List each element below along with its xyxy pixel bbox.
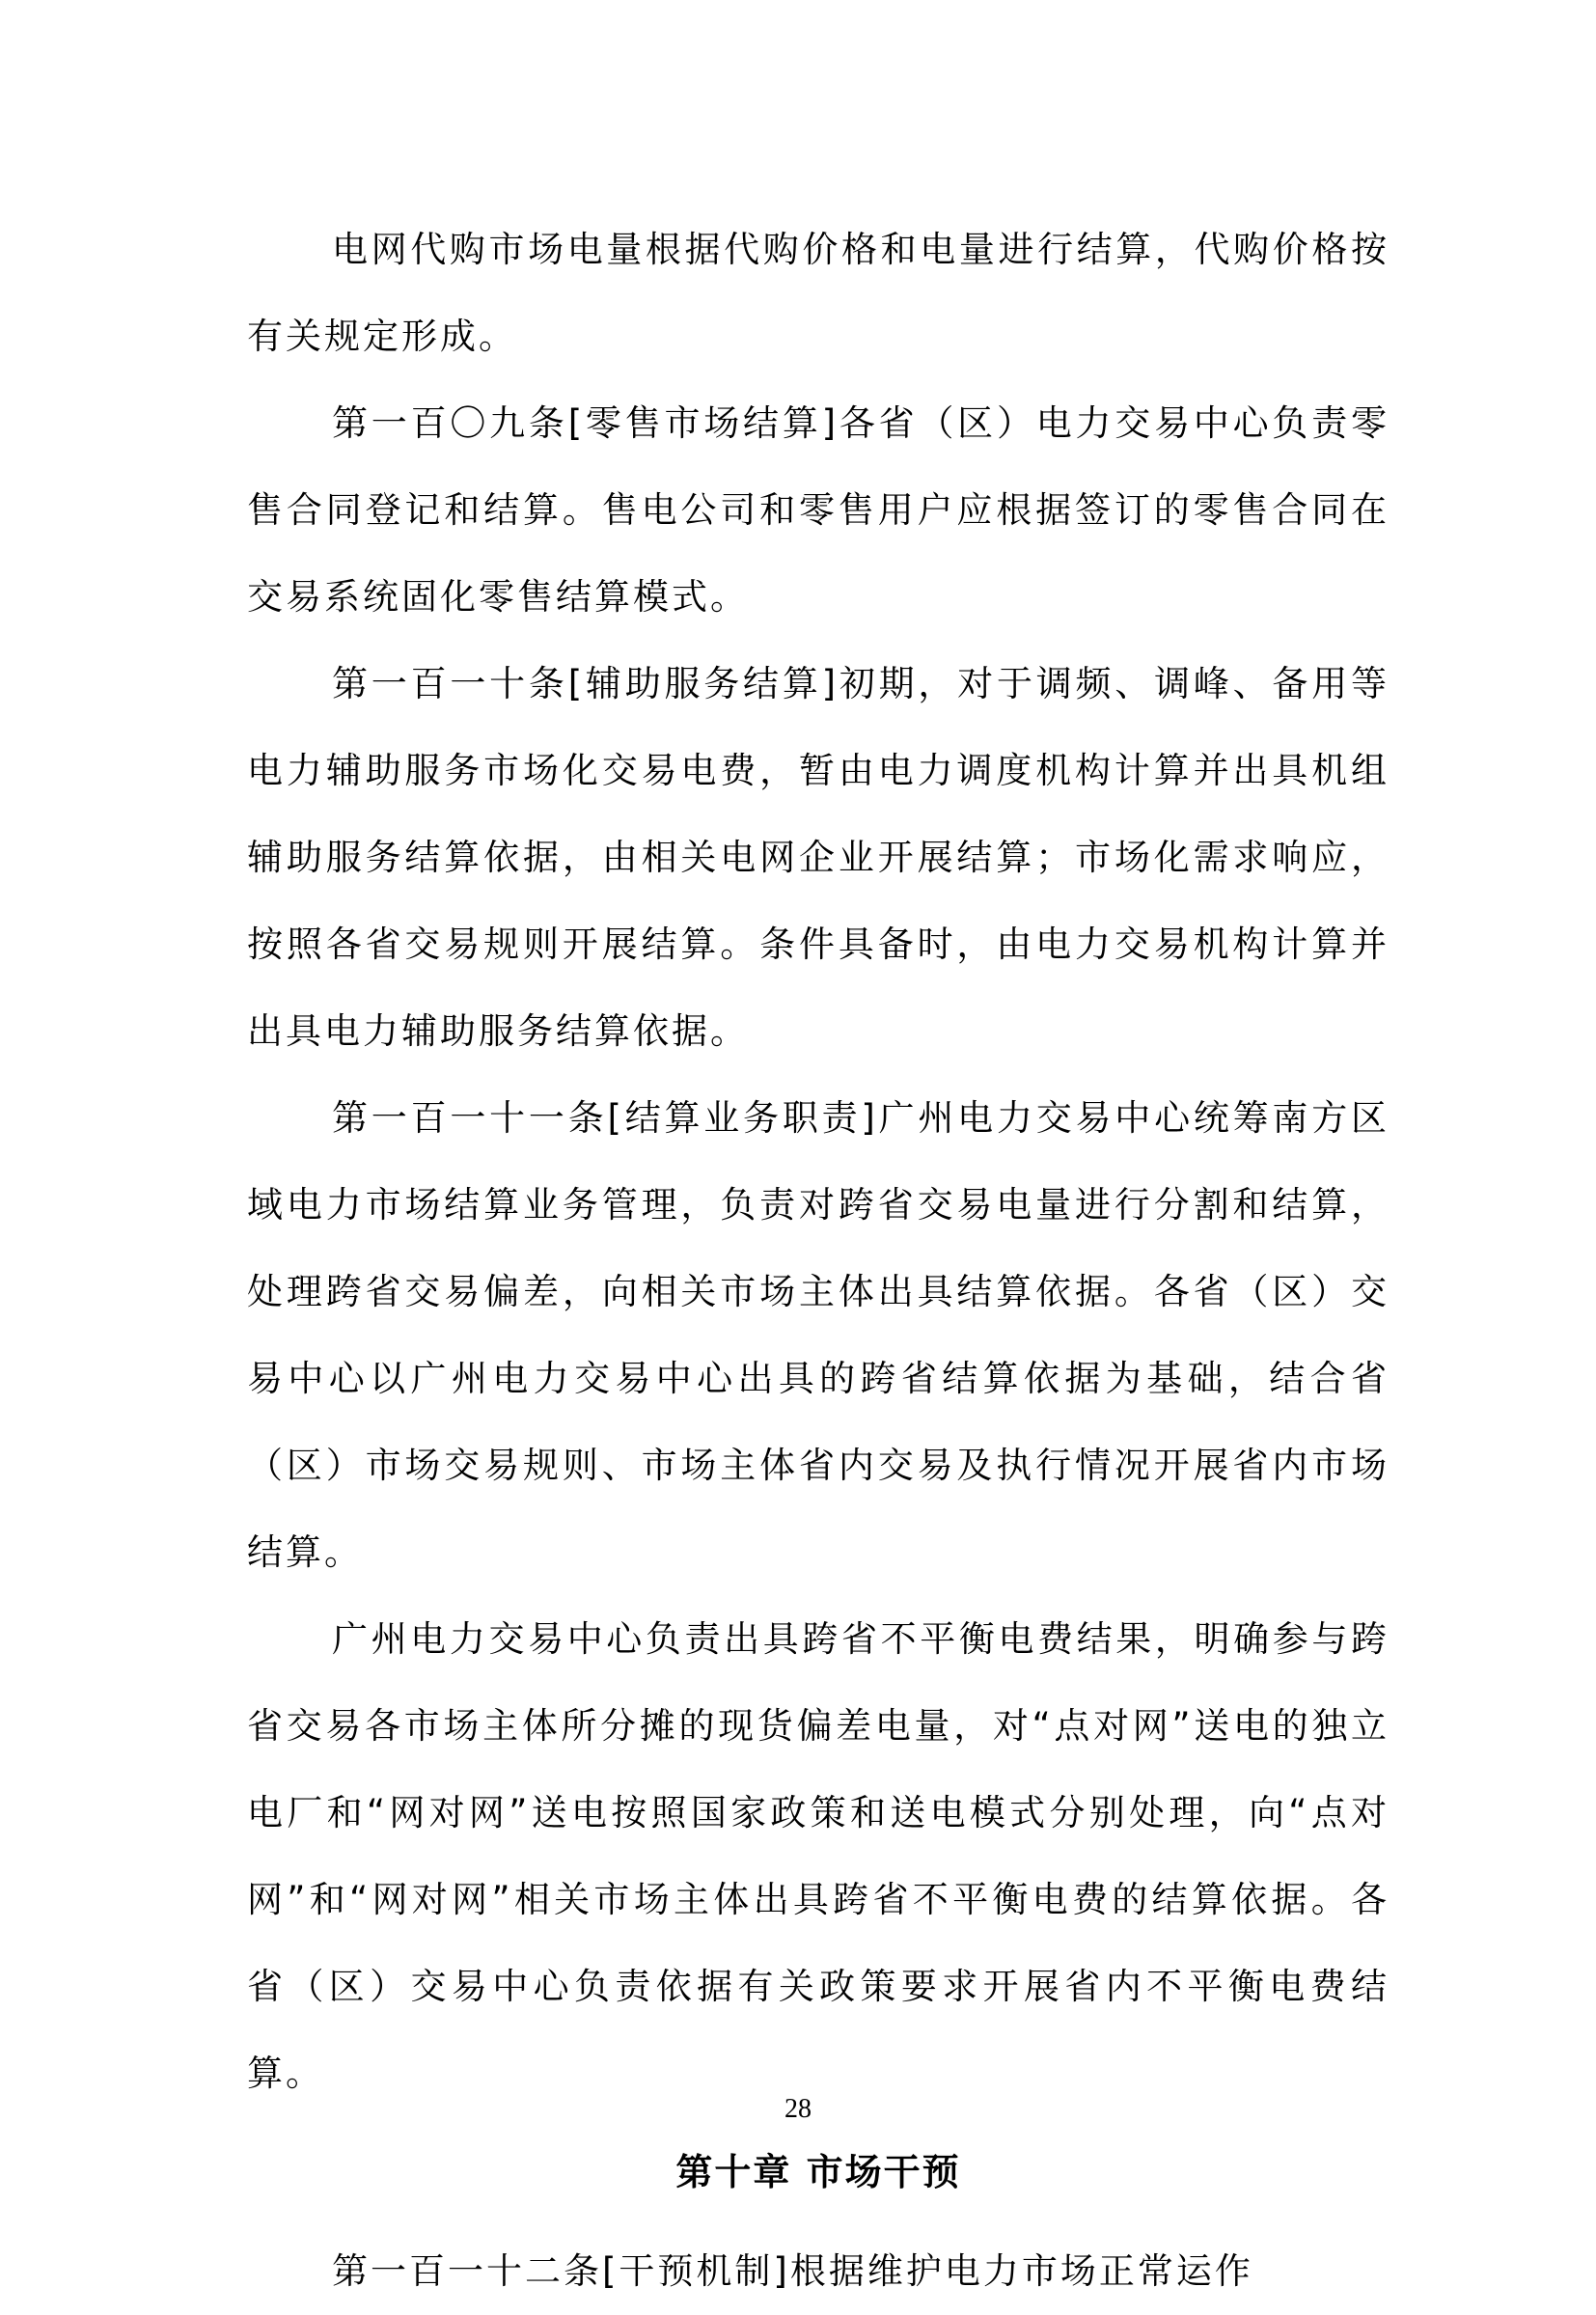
chapter-heading: 第十章 市场干预 bbox=[675, 2151, 961, 2193]
paragraph-article-112: 第一百一十二条[干预机制]根据维护电力市场正常运作 bbox=[332, 2250, 1253, 2292]
paragraph-article-109: 第一百〇九条[零售市场结算]各省（区）电力交易中心负责零售合同登记和结算。售电公司和零售用户应根据签订的零售合同在交易系统固化零售结算模式。 bbox=[247, 402, 1390, 618]
paragraph-article-110: 第一百一十条[辅助服务结算]初期，对于调频、调峰、备用等电力辅助服务市场化交易电费，暂由电力调度机构计算并出具机组辅助服务结算依据，由相关电网企业开展结算；市场化需求响应，按照各省交易规则开展结算。条件具备时，由电力交易机构计算并出具电力辅助服务结算依据。 bbox=[247, 663, 1390, 1052]
page-body bbox=[247, 207, 1390, 2315]
paragraph-imbalance-fee: 广州电力交易中心负责出具跨省不平衡电费结果，明确参与跨省交易各市场主体所分摊的现货偏差电量，对“点对网”送电的独立电厂和“网对网”送电按照国家政策和送电模式分别处理，向“点对网”和“网对网”相关市场主体出具跨省不平衡电费的结算依据。各省（区）交易中心负责依据有关政策要求开展省内不平衡电费结算。 bbox=[247, 1618, 1390, 2094]
page-number: 28 bbox=[784, 2094, 812, 2124]
paragraph-article-111: 第一百一十一条[结算业务职责]广州电力交易中心统筹南方区域电力市场结算业务管理，负责对跨省交易电量进行分割和结算，处理跨省交易偏差，向相关市场主体出具结算依据。各省（区）交易中心以广州电力交易中心出具的跨省结算依据为基础，结合省（区）市场交易规则、市场主体省内交易及执行情况开展省内市场结算。 bbox=[247, 1097, 1390, 1573]
paragraph-agency-purchase-settlement: 电网代购市场电量根据代购价格和电量进行结算，代购价格按有关规定形成。 bbox=[247, 229, 1390, 357]
